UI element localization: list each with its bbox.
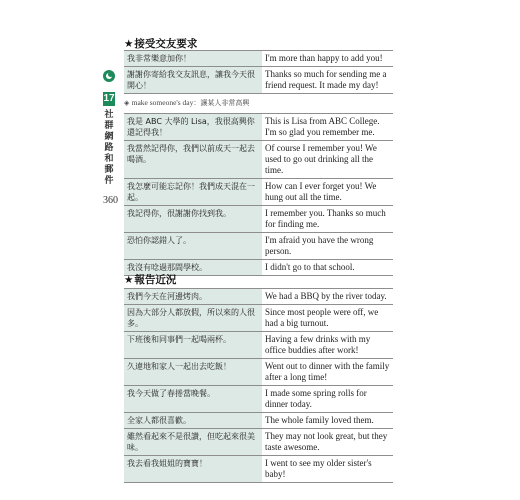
chinese-phrase: 我們今天在河邊烤肉。	[124, 289, 262, 305]
phrase-row	[124, 141, 393, 179]
english-phrase: How can I ever forget you! We hung out all the time.	[262, 179, 393, 206]
phrase-row	[124, 67, 393, 94]
phrase-table-status	[124, 288, 393, 483]
chapter-logo-icon	[103, 70, 115, 82]
english-phrase: The whole family loved them.	[262, 413, 393, 429]
phrase-row	[124, 429, 393, 456]
chinese-phrase: 雖然看起來不是很讚，但吃起來很美味。	[124, 429, 262, 456]
chinese-phrase: 全家人都很喜歡。	[124, 413, 262, 429]
phrase-table-accept-b	[124, 113, 393, 276]
chinese-phrase: 我當然記得你，我們以前成天一起去喝酒。	[124, 141, 262, 179]
phrase-row	[124, 206, 393, 233]
chinese-phrase: 我去看我姐姐的寶寶！	[124, 456, 262, 483]
chinese-phrase: 因為大部分人都放假，所以來的人很多。	[124, 305, 262, 332]
chinese-phrase: 久違地和家人一起出去吃飯！	[124, 359, 262, 386]
chapter-number: 17	[103, 93, 115, 104]
chinese-phrase: 恐怕你認錯人了。	[124, 233, 262, 260]
phrase-row	[124, 359, 393, 386]
english-phrase: I went to see my older sister's baby!	[262, 456, 393, 483]
chapter-sidebar	[103, 70, 118, 206]
star-icon: ★	[124, 38, 134, 50]
star-icon: ★	[124, 274, 134, 286]
english-phrase: I'm more than happy to add you!	[262, 51, 393, 67]
chinese-phrase: 謝謝你寄給我交友訊息，讓我今天很開心！	[124, 67, 262, 94]
english-phrase: This is Lisa from ABC College. I'm so glad you remember me.	[262, 114, 393, 141]
page-number: 360	[103, 195, 118, 206]
phrase-row	[124, 413, 393, 429]
phrase-row	[124, 332, 393, 359]
english-phrase: I didn't go to that school.	[262, 260, 393, 276]
english-phrase: Thanks so much for sending me a friend request. It made my day!	[262, 67, 393, 94]
phrase-row	[124, 114, 393, 141]
phrase-row	[124, 179, 393, 206]
english-phrase: Since most people were off, we had a big turnout.	[262, 305, 393, 332]
english-phrase: We had a BBQ by the river today.	[262, 289, 393, 305]
chinese-phrase: 下班後和同事們一起喝兩杯。	[124, 332, 262, 359]
section-title-accept-friend: ★接受交友要求	[124, 38, 198, 50]
chinese-phrase: 我非常樂意加你！	[124, 51, 262, 67]
section-title-report-status: ★報告近況	[124, 274, 177, 286]
note-bullet-icon: ◈	[124, 99, 130, 107]
phrase-row	[124, 386, 393, 413]
phrase-row	[124, 51, 393, 67]
english-phrase: Having a few drinks with my office buddies after work!	[262, 332, 393, 359]
chinese-phrase: 我今天做了春捲當晚餐。	[124, 386, 262, 413]
phrase-row	[124, 233, 393, 260]
note-meaning: ：讓某人非常高興	[193, 99, 250, 107]
phrase-row	[124, 456, 393, 483]
chinese-phrase: 我怎麼可能忘記你！我們成天混在一起。	[124, 179, 262, 206]
phrase-table-accept-a	[124, 50, 393, 94]
english-phrase: Of course I remember you! We used to go out drinking all the time.	[262, 141, 393, 179]
english-phrase: Went out to dinner with the family after a long time!	[262, 359, 393, 386]
phrase-row	[124, 289, 393, 305]
chinese-phrase: 我是 ABC 大學的 Lisa，我很高興你還記得我！	[124, 114, 262, 141]
chinese-phrase: 我沒有唸過那間學校。	[124, 260, 262, 276]
note-term: make someone's day	[131, 98, 194, 107]
vocab-note	[124, 98, 249, 108]
chinese-phrase: 我記得你，很謝謝你找到我。	[124, 206, 262, 233]
english-phrase: I'm afraid you have the wrong person.	[262, 233, 393, 260]
english-phrase: I made some spring rolls for dinner today.	[262, 386, 393, 413]
english-phrase: They may not look great, but they taste awesome.	[262, 429, 393, 456]
phrase-row	[124, 305, 393, 332]
chapter-title: 社群網路和郵件	[104, 110, 114, 186]
english-phrase: I remember you. Thanks so much for finding me.	[262, 206, 393, 233]
